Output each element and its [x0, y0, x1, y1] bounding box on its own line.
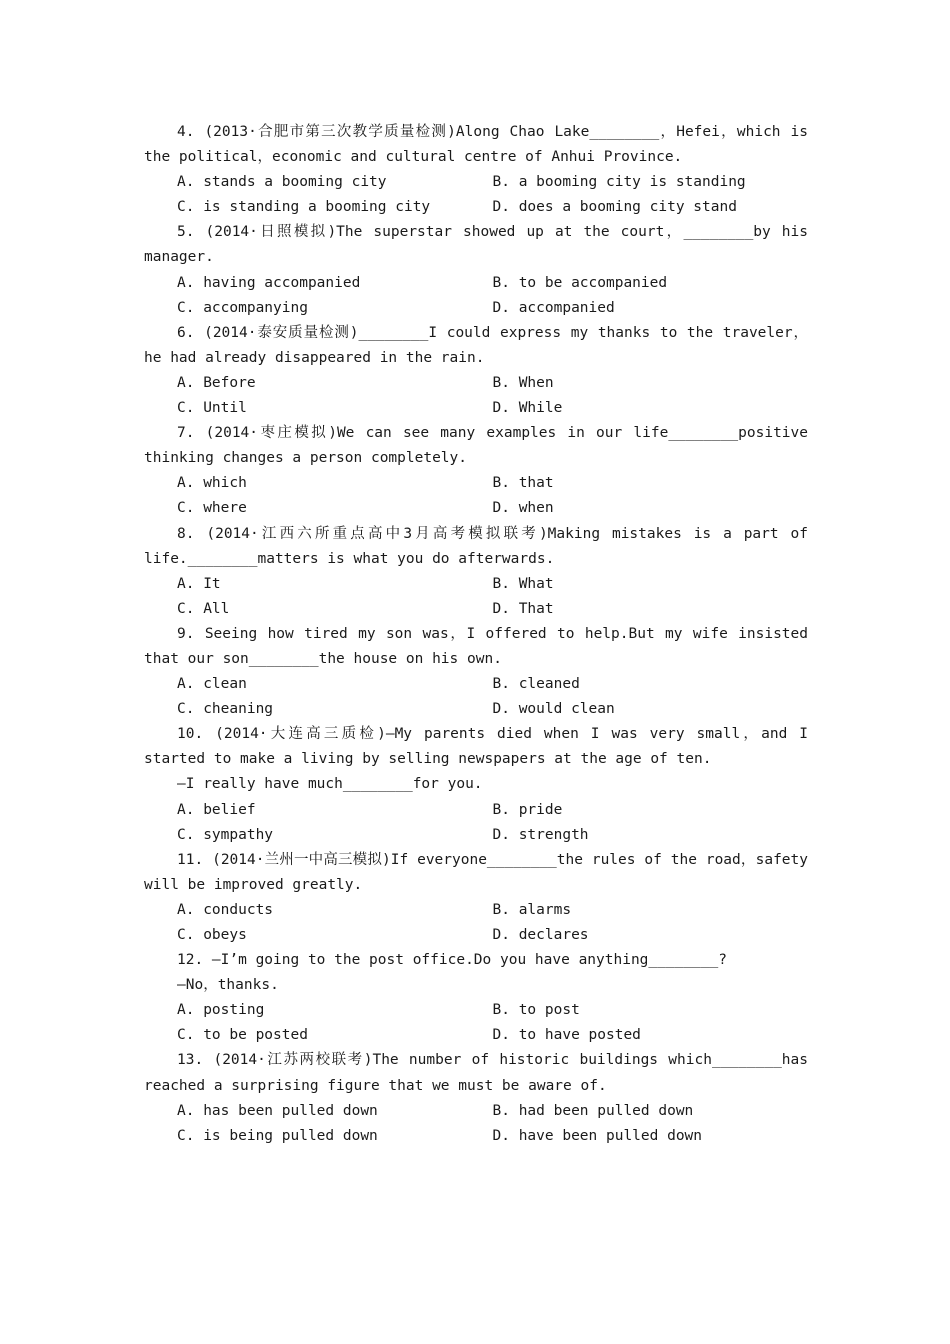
option-row — [144, 296, 808, 321]
question-stem: 4. (2013·合肥市第三次教学质量检测)Along Chao Lake________，Hefei，which is the political，economic and cultural centre of Anhui Province. — [144, 124, 817, 166]
answer-option[interactable]: B. a booming city is standing — [492, 174, 746, 191]
option-row — [144, 672, 808, 697]
option-row — [144, 471, 808, 496]
answer-option[interactable]: A. belief — [177, 801, 256, 818]
answer-option[interactable]: B. to post — [492, 1002, 580, 1019]
answer-option[interactable]: D. declares — [492, 927, 589, 943]
option-row — [144, 923, 808, 948]
answer-option[interactable]: D. when — [492, 500, 554, 517]
answer-option[interactable]: C. is being pulled down — [177, 1127, 378, 1144]
answer-option[interactable]: B. to be accompanied — [492, 274, 668, 291]
question-item — [144, 622, 817, 722]
answer-option[interactable]: C. Until — [177, 400, 247, 417]
option-row — [144, 798, 808, 823]
exercise-page — [144, 120, 817, 1149]
answer-option[interactable]: B. What — [492, 575, 554, 592]
answer-option[interactable]: A. which — [177, 475, 247, 492]
option-row — [144, 597, 808, 622]
answer-option[interactable]: D. would clean — [492, 701, 615, 718]
dialog-line: —No，thanks. — [177, 977, 279, 994]
answer-option[interactable]: D. does a booming city stand — [492, 199, 737, 216]
answer-option[interactable]: C. accompanying — [177, 299, 308, 316]
option-row — [144, 170, 808, 195]
question-stem: 10. (2014·大连高三质检)—My parents died when I was very small，and I started to make a living by selling newspapers at the age of ten. — [144, 726, 817, 768]
option-row — [144, 898, 808, 923]
question-stem: 9. Seeing how tired my son was，I offered to help.But my wife insisted that our son________the house on his own. — [144, 625, 817, 667]
option-row — [144, 396, 808, 421]
answer-option[interactable]: B. When — [492, 374, 554, 391]
answer-option[interactable]: C. where — [177, 500, 247, 517]
question-item — [144, 321, 808, 421]
question-stem: 7. (2014·枣庄模拟)We can see many examples in our life________positive thinking changes a person completely. — [144, 425, 817, 467]
question-item — [144, 522, 817, 622]
option-row — [144, 823, 808, 848]
answer-option[interactable]: B. cleaned — [492, 676, 580, 693]
answer-option[interactable]: D. accompanied — [492, 299, 615, 316]
answer-option[interactable]: D. have been pulled down — [492, 1127, 703, 1144]
option-row — [144, 1099, 808, 1124]
answer-option[interactable]: A. It — [177, 575, 221, 592]
answer-option[interactable]: A. having accompanied — [177, 274, 361, 291]
answer-option[interactable]: C. cheaning — [177, 701, 274, 718]
question-stem: 5. (2014·日照模拟)The superstar showed up at the court，________by his manager. — [144, 224, 817, 266]
answer-option[interactable]: A. posting — [177, 1002, 265, 1019]
question-item — [144, 120, 817, 220]
option-row — [144, 572, 808, 597]
answer-option[interactable]: A. clean — [177, 676, 247, 693]
answer-option[interactable]: D. to have posted — [492, 1027, 641, 1044]
question-stem: 12. —I’m going to the post office.Do you have anything________? — [177, 952, 727, 969]
option-row — [144, 1124, 808, 1149]
option-row — [144, 496, 808, 521]
answer-option[interactable]: B. alarms — [492, 901, 572, 918]
question-stem: 8. (2014·江西六所重点高中3月高考模拟联考)Making mistakes is a part of life.________matters is what you do afterwards. — [144, 525, 817, 567]
question-item — [144, 948, 808, 1048]
question-item — [144, 1048, 817, 1148]
option-row — [144, 195, 808, 220]
answer-option[interactable]: A. stands a booming city — [177, 174, 387, 191]
dialog-line: —I really have much________for you. — [177, 776, 483, 793]
question-stem: 13. (2014·江苏两校联考)The number of historic buildings which________has reached a surprising figure that we must be aware of. — [144, 1052, 817, 1094]
question-item — [144, 220, 817, 320]
option-row — [144, 697, 808, 722]
answer-option[interactable]: C. to be posted — [177, 1027, 308, 1044]
answer-option[interactable]: D. strength — [492, 826, 589, 843]
answer-option[interactable]: C. sympathy — [177, 826, 274, 843]
answer-option[interactable]: C. is standing a booming city — [177, 199, 431, 216]
option-row — [144, 271, 808, 296]
answer-option[interactable]: D. While — [492, 400, 563, 417]
question-stem: 6. (2014·泰安质量检测)________I could express my thanks to the traveler，he had already disappeared in the rain. — [144, 324, 808, 366]
answer-option[interactable]: A. Before — [177, 374, 256, 391]
answer-option[interactable]: A. conducts — [177, 901, 274, 918]
option-row — [144, 1023, 808, 1048]
answer-option[interactable]: C. All — [177, 600, 230, 617]
answer-option[interactable]: D. That — [492, 600, 554, 617]
answer-option[interactable]: C. obeys — [177, 927, 247, 943]
answer-option[interactable]: B. that — [492, 475, 554, 492]
option-row — [144, 371, 808, 396]
answer-option[interactable]: A. has been pulled down — [177, 1102, 378, 1119]
question-item — [144, 848, 817, 948]
answer-option[interactable]: B. had been pulled down — [492, 1102, 694, 1119]
answer-option[interactable]: B. pride — [492, 801, 563, 818]
option-row — [144, 998, 808, 1023]
question-item — [144, 722, 817, 847]
question-stem: 11. (2014·兰州一中高三模拟)If everyone________the rules of the road，safety will be improved greatly. — [144, 851, 817, 893]
question-item — [144, 421, 817, 521]
